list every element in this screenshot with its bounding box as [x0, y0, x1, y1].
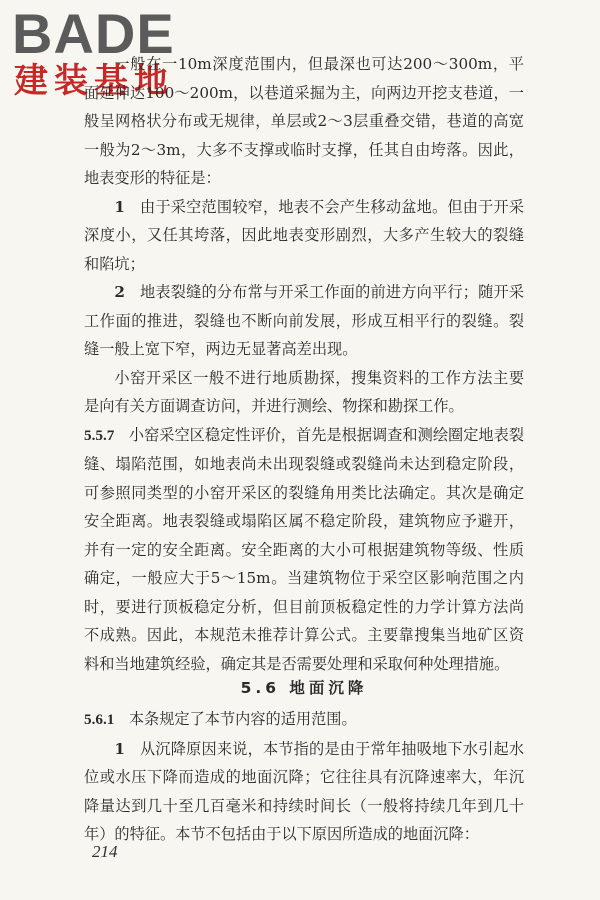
list-item — [84, 193, 524, 279]
body-text-upper — [84, 50, 524, 678]
clause-number: 5.6.1 — [84, 711, 115, 728]
item-text: 地表裂缝的分布常与开采工作面的前进方向平行；随开采工作面的推进，裂缝也不断向前发展，形成互相平行的裂缝。裂缝一般上宽下窄，两边无显著高差出现。 — [84, 283, 525, 358]
clause-5-5-7 — [84, 421, 524, 679]
section-heading: 5.6 地面沉降 — [240, 679, 368, 697]
body-text-lower — [84, 705, 524, 849]
paragraph-intro: 一般在一10m深度范围内，但最深也可达200～300m，平面延伸达100～200m，以巷道采掘为主，向两边开挖支巷道，一般呈网格状分布或无规律，单层或2～3层重叠交错，巷道的高宽一般为2～3m，大多不支撑或临时支撑，任其自由垮落。因此，地表变形的特征是： — [84, 55, 524, 187]
item-number: 2 — [114, 283, 125, 301]
clause-text: 小窑采空区稳定性评价，首先是根据调查和测绘圈定地表裂缝、塌陷范围，如地表尚未出现裂缝或裂缝尚未达到稳定阶段，可参照同类型的小窑开采区的裂缝角用类比法确定。其次是确定安全距离。地表裂缝或塌陷区属不稳定阶段，建筑物应予避开，并有一定的安全距离。安全距离的大小可根据建筑物等级、性质确定，一般应大于5～15m。当建筑物位于采空区影响范围之内时，要进行顶板稳定分析，但目前顶板稳定性的力学计算方法尚不成熟。因此，本规范未推荐计算公式。主要靠搜集当地矿区资料和当地建筑经验，确定其是否需要处理和采取何种处理措施。 — [84, 425, 525, 673]
clause-number: 5.5.7 — [84, 426, 115, 444]
clause-text: 本条规定了本节内容的适用范围。 — [128, 710, 357, 728]
item-number: 1 — [114, 739, 125, 758]
watermark-logo-en: BADE — [12, 2, 175, 65]
watermark-logo-cn: 建装基地 — [14, 61, 174, 101]
page-number: 214 — [92, 842, 118, 861]
list-item — [84, 735, 524, 849]
item-text: 从沉降原因来说，本节指的是由于常年抽吸地下水引起水位或水压下降而造成的地面沉降；它往往具有沉降速率大，年沉降量达到几十至几百毫米和持续时间长（一般将持续几年到几十年）的特征。本节不包括由于以下原因所造成的地面沉降： — [84, 739, 525, 843]
item-text: 由于采空范围较窄，地表不会产生移动盆地。但由于开采深度小，又任其垮落，因此地表变形剧烈，大多产生较大的裂缝和陷坑； — [84, 197, 525, 273]
paragraph-survey: 小窑开采区一般不进行地质勘探，搜集资料的工作方法主要是向有关方面调查访问，并进行测绘、物探和勘探工作。 — [84, 368, 524, 415]
clause-5-6-1 — [84, 705, 524, 735]
list-item — [84, 278, 524, 364]
item-number: 1 — [114, 197, 125, 216]
